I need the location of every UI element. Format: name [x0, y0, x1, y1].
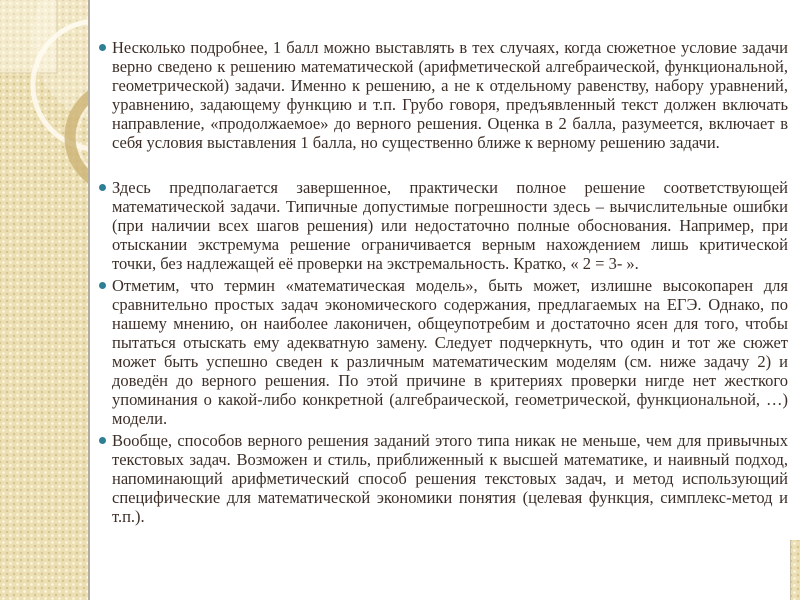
- decorative-circles-icon: [0, 0, 88, 600]
- slide-body: [88, 0, 800, 600]
- bottom-right-texture: [790, 540, 800, 600]
- bullet-list: [98, 38, 788, 526]
- paragraph-text: Вообще, способов верного решения заданий этого типа никак не меньше, чем для привычных текстовых задач. Возможен и стиль, приближенный к высшей математике, и наивный подход, напоминающий арифметический способ решения текстовых задач, и метод использующий специфические для математической экономики понятия (целевая функция, симплекс-метод и т.п.).: [112, 431, 788, 526]
- paragraph-text: Несколько подробнее, 1 балл можно выставлять в тех случаях, когда сюжетное условие задачи верно сведено к решению математической (арифметической алгебраической, функциональной, геометрической) задачи. Именно к решению, а не к отдельному равенству, набору уравнений, уравнению, задающему функцию и т.п. Грубо говоря, предъявленный текст должен включать направление, «продолжаемое» до верного решения. Оценка в 2 балла, разумеется, включает в себя условия выставления 1 балла, но существенно ближе к верному решению задачи.: [112, 38, 788, 152]
- list-item: [98, 178, 788, 273]
- bullet-icon: [99, 437, 106, 444]
- bullet-icon: [99, 44, 106, 51]
- bullet-icon: [99, 282, 106, 289]
- decorative-sidebar: [0, 0, 88, 600]
- paragraph-text: Отметим, что термин «математическая модель», быть может, излишне высокопарен для сравнительно простых задач экономического содержания, предлагаемых на ЕГЭ. Однако, по нашему мнению, он наиболее лаконичен, общеупотребим и достаточно ясен для того, чтобы пытаться отыскать ему адекватную замену. Следует подчеркнуть, что один и тот же сюжет может быть успешно сведен к различным математическим моделям (см. ниже задачу 2) и доведён до верного решения. По этой причине в критериях проверки нигде нет жесткого упоминания о какой-либо конкретной (алгебраической, геометрической, функциональной, …) модели.: [112, 276, 788, 428]
- paragraph-text: Здесь предполагается завершенное, практически полное решение соответствующей математической задачи. Типичные допустимые погрешности здесь – вычислительные ошибки (при наличии всех шагов решения) или недостаточно полные обоснования. Например, при отыскании экстремума решение ограничивается верным нахождением лишь критической точки, без надлежащей её проверки на экстремальность. Кратко, « 2 = 3- ».: [112, 178, 788, 273]
- list-item: [98, 38, 788, 152]
- bullet-icon: [99, 184, 106, 191]
- list-item: [98, 276, 788, 428]
- list-item: [98, 431, 788, 526]
